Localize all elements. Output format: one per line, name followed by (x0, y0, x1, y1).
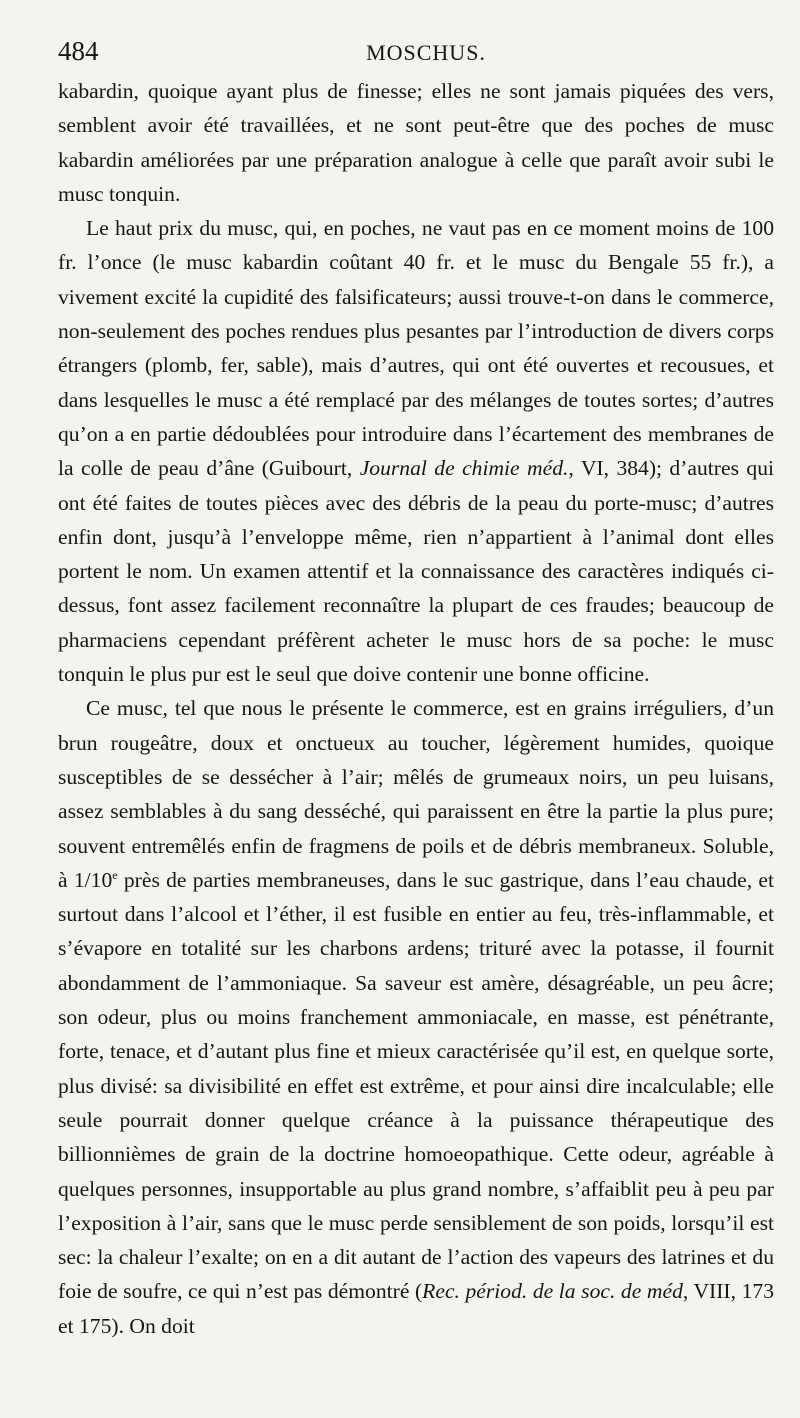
text-segment: près de parties membraneuses, dans le suc gastrique, dans l’eau chaude, et surtout dans l’alcool et l’éther, il est fusible en entier au feu, très-inflammable, et s’évapore en totalité sur les charbons ardens; trituré avec la potasse, il fournit abondamment de l’ammoniaque. Sa saveur est amère, désagréable, un peu âcre; son odeur, plus ou moins franchement ammoniacale, en masse, est pénétrante, forte, tenace, et d’autant plus fine et mieux caractérisée qu’il est, en quelque sorte, plus divisé: sa divisibilité en effet est extrême, et pour ainsi dire incalculable; elle seule pourrait donner quelque créance à la puissance thérapeutique des billionnièmes de grain de la doctrine homoeopathique. Cette odeur, agréable à quelques personnes, insupportable au plus grand nombre, s’affaiblit peu à peu par l’exposition à l’air, sans que le musc perde sensiblement de son poids, lorsqu’il est sec: la chaleur l’exalte; on en a dit autant de l’action des vapeurs des latrines et du foie de soufre, ce qui n’est pas démontré ( (58, 867, 775, 1304)
journal-citation: Journal de chimie méd. (359, 456, 569, 481)
text-segment: kabardin, quoique ayant plus de finesse; elles ne sont jamais piquées des vers, semblent avoir été travaillées, et ne sont peut-être que des poches de musc kabardin améliorées par une préparation analogue à celle que paraît avoir subi le musc tonquin. (58, 79, 774, 206)
paragraph-falsification (58, 211, 774, 691)
page-number: 484 (58, 36, 99, 66)
superscript: e (112, 867, 118, 882)
running-head: MOSCHUS. (366, 40, 486, 65)
text-segment: Ce musc, tel que nous le présente le commerce, est en grains irréguliers, d’un brun rougeâtre, doux et onctueux au toucher, légèrement humides, quoique susceptibles de se dessécher à l’air; mêlés de grumeaux noirs, un peu luisans, assez semblables à du sang desséché, qui paraissent en être la partie la plus pure; souvent entremêlés enfin de fragmens de poils et de débris membraneux. Soluble, à 1/10 (58, 696, 774, 892)
text-segment: , VI, 384); d’autres qui ont été faites de toutes pièces avec des débris de la peau du porte-musc; d’autres enfin dont, jusqu’à l’enveloppe même, rien n’appartient à l’animal dont elles portent le nom. Un examen attentif et la connaissance des caractères indiqués ci-dessus, font assez facilement reconnaître la plupart de ces fraudes; beaucoup de pharmaciens cependant préfèrent acheter le musc hors de sa poche: le musc tonquin le plus pur est le seul que doive contenir une bonne officine. (58, 456, 774, 687)
paragraph-properties (58, 691, 774, 1343)
text-segment: Le haut prix du musc, qui, en poches, ne vaut pas en ce moment moins de 100 fr. l’once (le musc kabardin coûtant 40 fr. et le musc du Bengale 55 fr.), a vivement excité la cupidité des falsificateurs; aussi trouve-t-on dans le commerce, non-seulement des poches rendues plus pesantes par l’introduction de divers corps étrangers (plomb, fer, sable), mais d’autres, qui ont été ouvertes et recousues, et dans lesquelles le musc a été remplacé par des mélanges de toutes sortes; d’autres qu’on a en partie dédoublées pour introduire dans l’écartement des membranes de la colle de peau d’âne (Guibourt, (58, 216, 774, 481)
text-segment: , VIII, 173 et 175). On doit (58, 1279, 774, 1338)
body-text (58, 74, 774, 1343)
page-header (58, 34, 774, 74)
journal-citation: Rec. périod. de la soc. de méd (422, 1279, 683, 1304)
paragraph-continuation (58, 74, 774, 211)
